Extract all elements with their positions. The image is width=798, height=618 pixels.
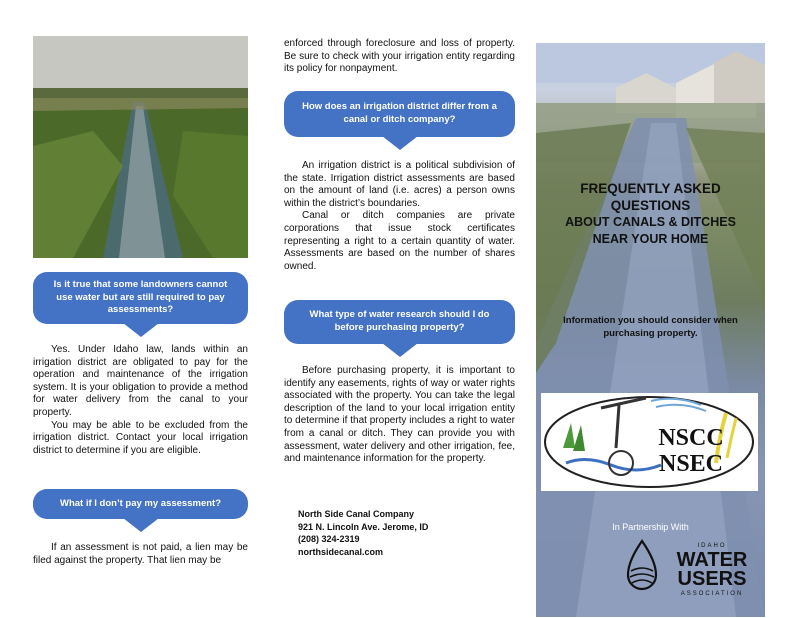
logo-text-nscc: NSCC [658,425,724,451]
contact-phone: (208) 324-2319 [298,534,360,544]
cover-title-line1: FREQUENTLY ASKED [580,181,721,196]
question-bubble-nonpayment [33,489,248,519]
contact-name: North Side Canal Company [298,509,415,519]
nonpayment-continued-text: enforced through foreclosure and loss of property. Be sure to check with your irrigation entity regarding its policy for nonpayment. [284,38,515,75]
partner-text: In Partnership With [612,522,689,532]
canal-photo [33,36,248,258]
answer-research-p1: Before purchasing property, it is important to identify any easements, rights of way or water rights associated with the property. You can take the legal description of the land to your local irrigation entity to determine if that property includes a right to water from a canal or ditch. They can provide you with assessment, water delivery and other irrigation, fee, and maintenance information for the property. [284,365,515,465]
cover-info: Information you should consider when purchasing property. [563,315,738,339]
cover-title [541,180,760,248]
answer-landowners-p1: Yes. Under Idaho law, lands within an irrigation district are obligated to pay for the operation and maintenance of the irrigation system. It is your obligation to provide a method for water delivery from the canal to your property. [33,344,248,418]
nonpayment-continued [284,38,515,76]
nscc-logo-graphic [541,393,758,491]
cover-title-line4: NEAR YOUR HOME [592,232,709,246]
answer-nonpayment [33,542,248,567]
answer-nonpayment-p1: If an assessment is not paid, a lien may be filed against the property. That lien may be [33,542,248,566]
question-bubble-landowners [33,272,248,324]
answer-landowners-p2: You may be able to be excluded from the irrigation district. Contact your local irrigation district to determine if you are eligible. [33,419,248,456]
answer-district-p2: Canal or ditch companies are private corporations that issue stock certificates representing a right to a certain quantity of water. Assessments are based on the number of shares owned. [284,210,515,272]
question-research: What type of water research should I do before purchasing property? [309,309,490,333]
iwua-association: ASSOCIATION [680,591,744,597]
logo-text-nsec: NSEC [658,451,724,477]
answer-research [284,365,515,466]
cover-title-line3: ABOUT CANALS & DITCHES [565,215,736,229]
contact-block [298,508,498,558]
question-landowners: Is it true that some landowners cannot use water but are still required to pay assessments? [53,278,228,316]
answer-landowners [33,344,248,457]
contact-website: northsidecanal.com [298,546,384,557]
question-district: How does an irrigation district differ from a canal or ditch company? [302,101,497,125]
iwua-users: USERS [677,568,747,590]
iwua-water: WATER [676,549,748,571]
contact-address: 921 N. Lincoln Ave. Jerome, ID [298,521,429,532]
canal-stream-graphic [33,36,248,258]
question-bubble-district [284,91,515,137]
nscc-nsec-logo [541,393,758,491]
cover-title-line2: QUESTIONS [610,198,691,213]
iwua-idaho: IDAHO [697,543,727,549]
question-nonpayment: What if I don’t pay my assessment? [59,497,221,509]
iwua-logo-graphic [622,533,762,603]
question-bubble-research [284,300,515,344]
answer-district [284,160,515,273]
iwua-logo [622,533,762,603]
answer-district-p1: An irrigation district is a political subdivision of the state. Irrigation district assessments are based on the amount of land (i.e. acres) a person owns within the district’s boundaries. [284,160,515,209]
